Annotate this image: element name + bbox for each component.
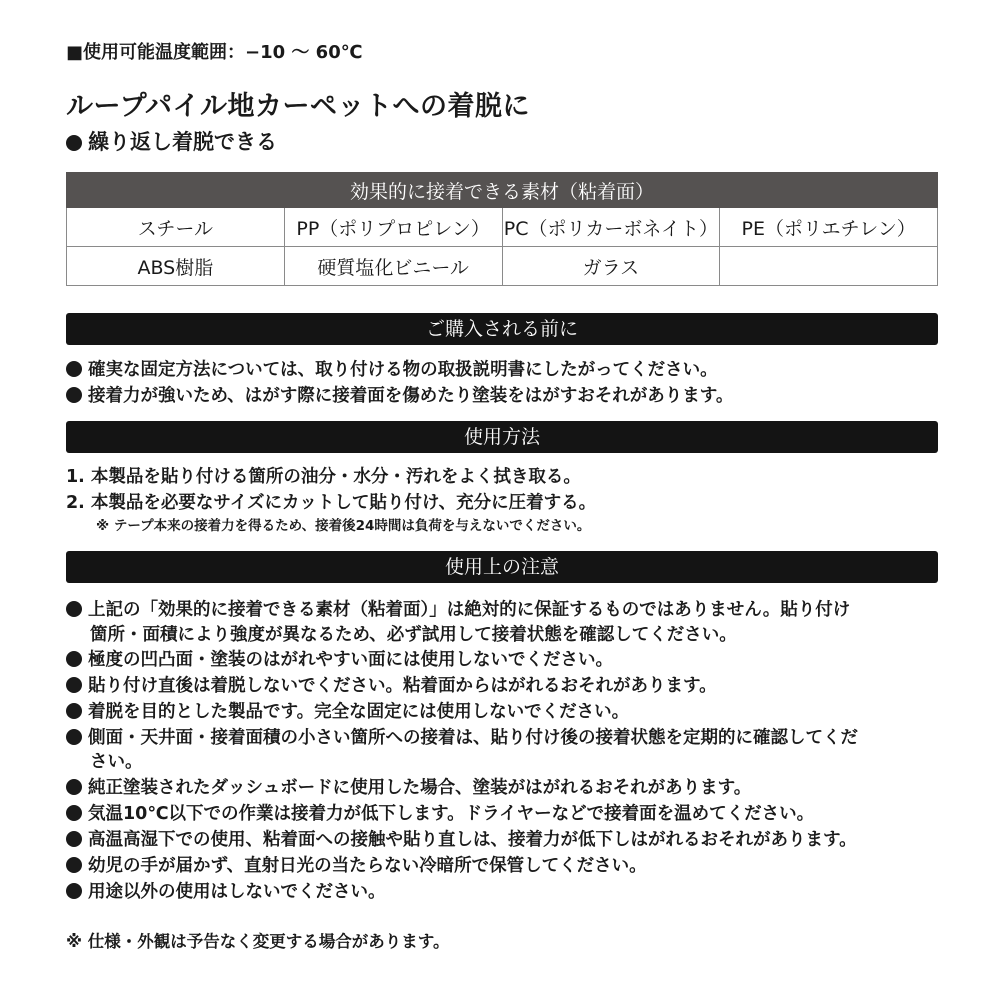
list-item-text: 接着力が強いため、はがす際に接着面を傷めたり塗装をはがすおそれがあります。 [88, 386, 734, 406]
list-item-text: 上記の「効果的に接着できる素材（粘着面）」は絶対的に保証するものではありません。貼り付け [88, 600, 851, 620]
list-item [66, 672, 717, 697]
bullet-icon [66, 135, 82, 151]
footer-note: ※ 仕様・外観は予告なく変更する場合があります。 [66, 932, 450, 951]
bullet-icon [66, 703, 82, 719]
bullet-icon [66, 361, 82, 377]
section-header-usage: 使用方法 [66, 421, 938, 453]
bullet-icon [66, 601, 82, 617]
table-cell: PC（ポリカーボネイト） [502, 208, 720, 247]
list-item [66, 878, 386, 903]
temperature-range: ■使用可能温度範囲：−10 〜 60℃ [66, 42, 363, 63]
section-header-before-purchase: ご購入される前に [66, 313, 938, 345]
list-item [66, 646, 613, 671]
list-item-text: 着脱を目的とした製品です。完全な固定には使用しないでください。 [88, 702, 630, 722]
list-item-text: 高温高湿下での使用、粘着面への接触や貼り直しは、接着力が低下しはがれるおそれがあります。 [88, 830, 857, 850]
list-item [66, 698, 629, 723]
list-item-text: 確実な固定方法については、取り付ける物の取扱説明書にしたがってください。 [88, 360, 718, 380]
list-item [66, 852, 647, 877]
list-item-text: 用途以外の使用はしないでください。 [88, 882, 386, 902]
list-item-text: 幼児の手が届かず、直射日光の当たらない冷暗所で保管してください。 [88, 856, 647, 876]
bullet-icon [66, 883, 82, 899]
bullet-icon [66, 677, 82, 693]
list-item-continuation: 箇所・面積により強度が異なるため、必ず試用して接着状態を確認してください。 [90, 625, 737, 645]
bullet-icon [66, 729, 82, 745]
list-item [66, 382, 733, 407]
table-cell: 硬質塩化ビニール [284, 247, 502, 286]
bullet-icon [66, 779, 82, 795]
list-item-text: 貼り付け直後は着脱しないでください。粘着面からはがれるおそれがあります。 [88, 676, 717, 696]
list-item-text: 純正塗装されたダッシュボードに使用した場合、塗装がはがれるおそれがあります。 [88, 778, 752, 798]
subheadline [66, 126, 277, 156]
bullet-icon [66, 805, 82, 821]
table-cell [720, 247, 938, 286]
table-row [67, 247, 938, 286]
list-item-text: 極度の凹凸面・塗装のはがれやすい面には使用しないでください。 [88, 650, 613, 670]
bullet-icon [66, 651, 82, 667]
table-row [67, 208, 938, 247]
usage-step: 1. 本製品を貼り付ける箇所の油分・水分・汚れをよく拭き取る。 [66, 467, 581, 487]
list-item [66, 724, 858, 749]
table-cell: PE（ポリエチレン） [720, 208, 938, 247]
list-item [66, 356, 718, 381]
subheadline-text: 繰り返し着脱できる [88, 130, 277, 154]
usage-step: 2. 本製品を必要なサイズにカットして貼り付け、充分に圧着する。 [66, 493, 597, 513]
bullet-icon [66, 857, 82, 873]
materials-table [66, 172, 938, 286]
headline: ループパイル地カーペットへの着脱に [66, 91, 530, 122]
usage-note: ※ テープ本来の接着力を得るため、接着後24時間は負荷を与えないでください。 [96, 518, 591, 534]
section-header-cautions: 使用上の注意 [66, 551, 938, 583]
table-cell: ガラス [502, 247, 720, 286]
list-item [66, 826, 857, 851]
table-cell: スチール [67, 208, 285, 247]
table-cell: PP（ポリプロピレン） [284, 208, 502, 247]
materials-title: 効果的に接着できる素材（粘着面） [67, 173, 938, 208]
list-item-text: 気温10℃以下での作業は接着力が低下します。ドライヤーなどで接着面を温めてください。 [88, 804, 815, 824]
list-item [66, 596, 850, 621]
table-cell: ABS樹脂 [67, 247, 285, 286]
list-item-continuation: さい。 [90, 752, 143, 772]
bullet-icon [66, 387, 82, 403]
list-item [66, 774, 751, 799]
bullet-icon [66, 831, 82, 847]
list-item-text: 側面・天井面・接着面積の小さい箇所への接着は、貼り付け後の接着状態を定期的に確認してくだ [88, 728, 858, 748]
list-item [66, 800, 814, 825]
